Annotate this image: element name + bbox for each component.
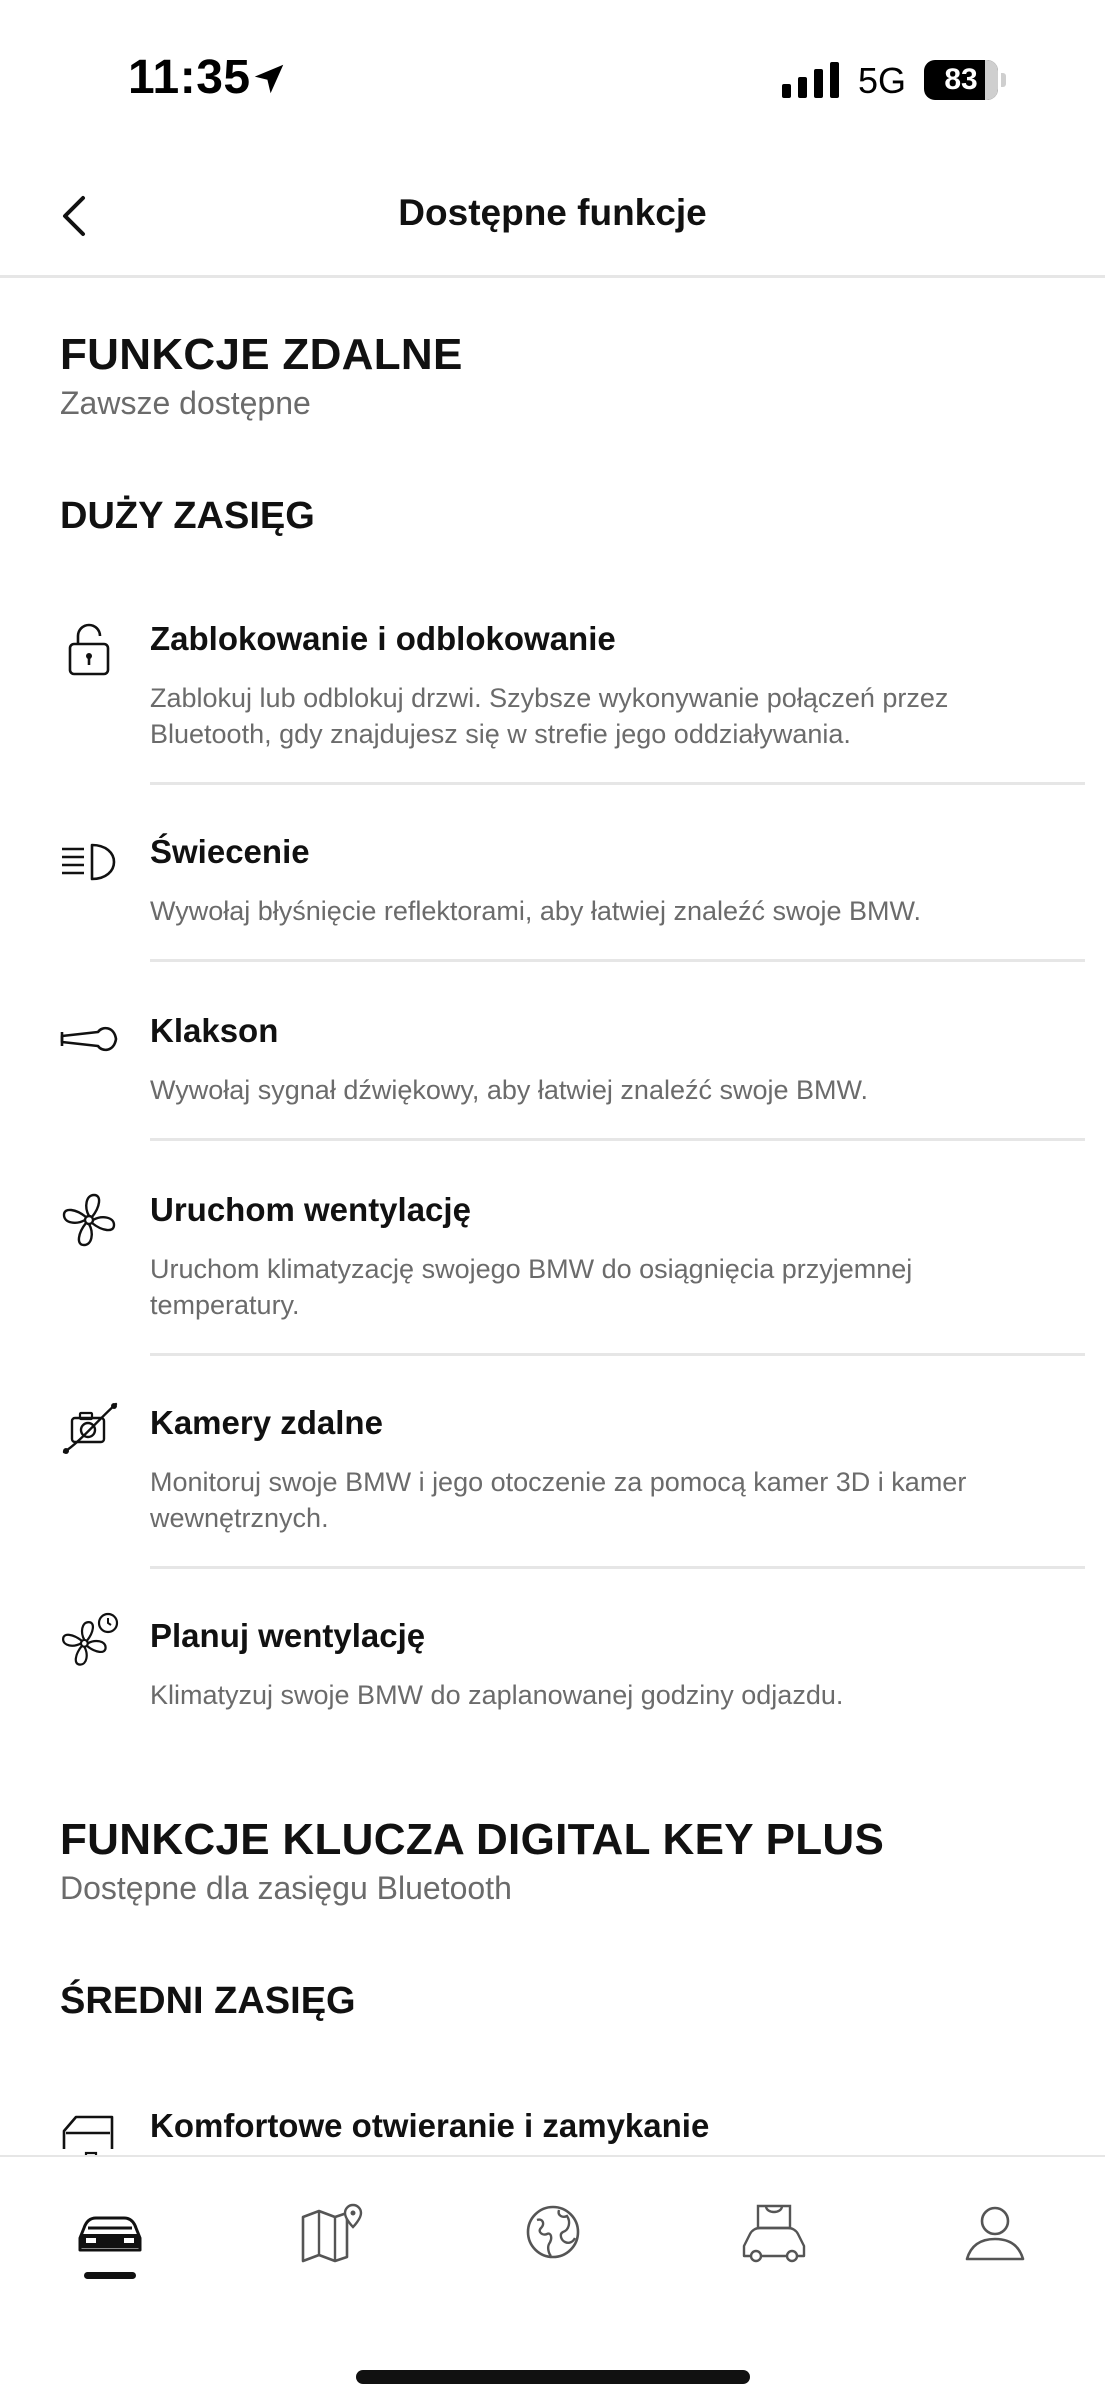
feature-title: Uruchom wentylację xyxy=(150,1191,471,1228)
feature-desc: Wywołaj sygnał dźwiękowy, aby łatwiej znaleźć swoje BMW. xyxy=(150,1075,869,1105)
fan-clock-icon xyxy=(58,1611,120,1673)
car-icon xyxy=(74,2204,146,2260)
active-tab-indicator xyxy=(84,2272,136,2279)
horn-icon xyxy=(58,1008,120,1070)
feature-desc: Wywołaj błyśnięcie reflektorami, aby łatwiej znaleźć swoje BMW. xyxy=(150,896,922,926)
tab-profile[interactable] xyxy=(950,2187,1040,2277)
status-time: 11:35 xyxy=(128,51,251,104)
page-title: Dostępne funkcje xyxy=(398,192,707,233)
feature-title: Kamery zdalne xyxy=(150,1404,383,1441)
feature-title: Komfortowe otwieranie i zamykanie xyxy=(150,2107,710,2144)
tab-bar xyxy=(0,2155,1105,2400)
globe-icon xyxy=(523,2202,583,2262)
map-icon xyxy=(297,2201,369,2263)
feature-title: Świecenie xyxy=(150,833,310,870)
range-title-long: DUŻY ZASIĘG xyxy=(60,495,315,537)
feature-plan-ventilation[interactable] xyxy=(0,1617,1105,1717)
tab-globe[interactable] xyxy=(508,2187,598,2277)
divider xyxy=(150,1353,1085,1356)
battery-icon xyxy=(924,60,1006,100)
nav-header xyxy=(0,160,1105,278)
lock-icon xyxy=(58,618,120,680)
range-title-medium: ŚREDNI ZASIĘG xyxy=(60,1980,356,2022)
feature-desc: Monitoruj swoje BMW i jego otoczenie za pomocą kamer 3D i kamer wewnętrznych. xyxy=(150,1467,967,1533)
section-subtitle-digital-key: Dostępne dla zasięgu Bluetooth xyxy=(60,1870,512,1906)
shop-icon xyxy=(738,2200,810,2264)
remote-camera-icon xyxy=(58,1398,120,1460)
feature-desc: Klimatyzuj swoje BMW do zaplanowanej godziny odjazdu. xyxy=(150,1680,844,1710)
feature-desc: Zablokuj lub odblokuj drzwi. Szybsze wykonywanie połączeń przez Bluetooth, gdy znajdujesz się w strefie jego oddziaływania. xyxy=(150,683,949,749)
feature-title: Planuj wentylację xyxy=(150,1617,426,1654)
feature-start-ventilation[interactable] xyxy=(0,1191,1105,1356)
feature-desc: Uruchom klimatyzację swojego BMW do osiągnięcia przyjemnej temperatury. xyxy=(150,1254,913,1320)
tab-car[interactable] xyxy=(65,2187,155,2277)
headlight-icon xyxy=(58,831,120,893)
signal-icon xyxy=(782,62,840,98)
divider xyxy=(150,1138,1085,1141)
location-arrow-icon xyxy=(250,60,288,98)
car-door-icon xyxy=(58,2105,120,2155)
section-title-digital-key: FUNKCJE KLUCZA DIGITAL KEY PLUS xyxy=(60,1815,885,1864)
feature-title: Klakson xyxy=(150,1012,279,1049)
feature-comfort-access[interactable] xyxy=(0,2107,1105,2155)
home-indicator xyxy=(356,2370,750,2384)
status-bar xyxy=(0,0,1105,160)
section-title-remote: FUNKCJE ZDALNE xyxy=(60,330,463,379)
feature-lock-unlock[interactable] xyxy=(0,620,1105,785)
divider xyxy=(150,782,1085,785)
fan-icon xyxy=(58,1189,120,1251)
tab-map[interactable] xyxy=(288,2187,378,2277)
profile-icon xyxy=(963,2201,1027,2263)
feature-title: Zablokowanie i odblokowanie xyxy=(150,620,616,657)
divider xyxy=(150,959,1085,962)
feature-horn[interactable] xyxy=(0,1012,1105,1142)
network-label: 5G xyxy=(858,60,907,101)
battery-level: 83 xyxy=(944,63,978,96)
section-subtitle-remote: Zawsze dostępne xyxy=(60,385,311,421)
features-scroll-area[interactable] xyxy=(0,280,1105,2155)
battery-tip xyxy=(1001,73,1006,87)
divider xyxy=(150,1566,1085,1569)
feature-headlight-flash[interactable] xyxy=(0,833,1105,963)
tab-shop[interactable] xyxy=(729,2187,819,2277)
feature-remote-cameras[interactable] xyxy=(0,1404,1105,1569)
